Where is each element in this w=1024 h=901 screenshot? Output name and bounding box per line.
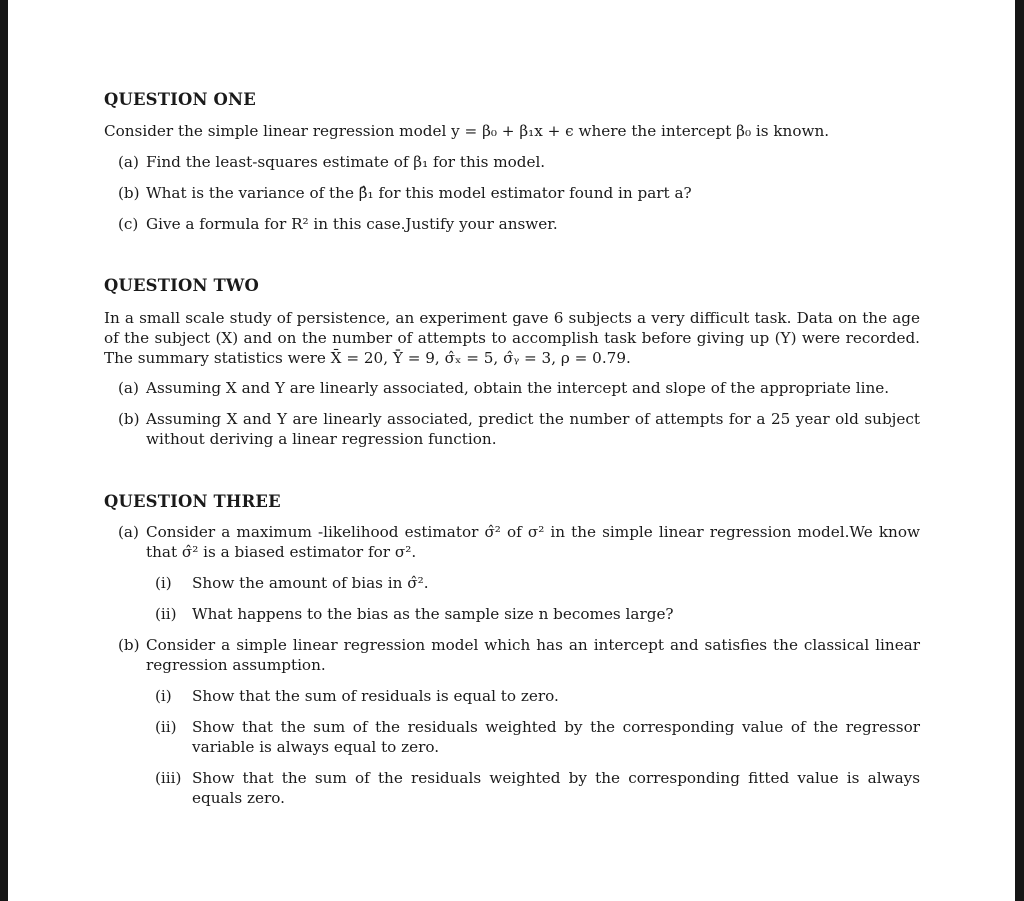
subpart-b-ii (155, 717, 920, 757)
subpart-label: (i) (155, 687, 172, 705)
question-heading: QUESTION ONE (104, 90, 256, 109)
subpart-b-iii (155, 768, 920, 808)
question-intro: Consider the simple linear regression model y = β₀ + β₁x + ϵ where the intercept β₀ is known. (104, 122, 830, 140)
question-two (104, 276, 920, 449)
subpart-label: (ii) (155, 718, 177, 736)
part-a (118, 522, 920, 562)
part-label: (c) (118, 215, 139, 233)
part-b (118, 635, 920, 675)
part-text: Assuming X and Y are linearly associated, obtain the intercept and slope of the appropriate line. (146, 379, 890, 397)
subpart-text: Show that the sum of the residuals weighted by the corresponding fitted value is always equals zero. (192, 769, 920, 807)
part-label: (a) (118, 153, 139, 171)
question-heading: QUESTION TWO (104, 276, 260, 295)
subpart-label: (iii) (155, 769, 182, 787)
subpart-label: (i) (155, 574, 172, 592)
part-label: (a) (118, 523, 139, 541)
document-content (104, 90, 920, 808)
part-c (118, 214, 920, 234)
part-text: Consider a simple linear regression model which has an intercept and satisfies the classical linear regression assumption. (146, 636, 920, 674)
question-intro: In a small scale study of persistence, an experiment gave 6 subjects a very difficult task. Data on the age of the subject (X) and on the number of attempts to accomplish task before giving up (Y) were recorded. The summary statistics were X̄ = 20, Ȳ = 9, σ̂ₓ = 5, σ̂ᵧ = 3, ρ = 0.79. (104, 309, 920, 367)
part-text: Assuming X and Y are linearly associated, predict the number of attempts for a 25 year old subject without deriving a linear regression function. (146, 410, 920, 448)
part-text: Give a formula for R² in this case.Justify your answer. (146, 215, 558, 233)
part-b (118, 183, 920, 203)
subpart-text: Show that the sum of residuals is equal to zero. (192, 687, 559, 705)
part-text: Consider a maximum -likelihood estimator σ̂² of σ² in the simple linear regression model.We know that σ̂² is a biased estimator for σ². (146, 523, 920, 561)
part-text: Find the least-squares estimate of β₁ for this model. (146, 153, 546, 171)
subpart-b-i (155, 686, 920, 706)
subpart-text: Show the amount of bias in σ̂². (192, 574, 429, 592)
part-text: What is the variance of the β̂₁ for this model estimator found in part a? (146, 184, 692, 202)
subpart-label: (ii) (155, 605, 177, 623)
part-label: (b) (118, 184, 140, 202)
question-one (104, 90, 920, 234)
part-a (118, 152, 920, 172)
subpart-text: What happens to the bias as the sample size n becomes large? (192, 605, 674, 623)
question-heading: QUESTION THREE (104, 492, 281, 511)
subpart-a-i (155, 573, 920, 593)
subpart-a-ii (155, 604, 920, 624)
document-page (8, 0, 1015, 901)
part-label: (b) (118, 636, 140, 654)
part-label: (a) (118, 379, 139, 397)
subpart-text: Show that the sum of the residuals weighted by the corresponding value of the regressor variable is always equal to zero. (192, 718, 920, 756)
question-three (104, 492, 920, 808)
part-a (118, 378, 920, 398)
part-label: (b) (118, 410, 140, 428)
part-b (118, 409, 920, 449)
